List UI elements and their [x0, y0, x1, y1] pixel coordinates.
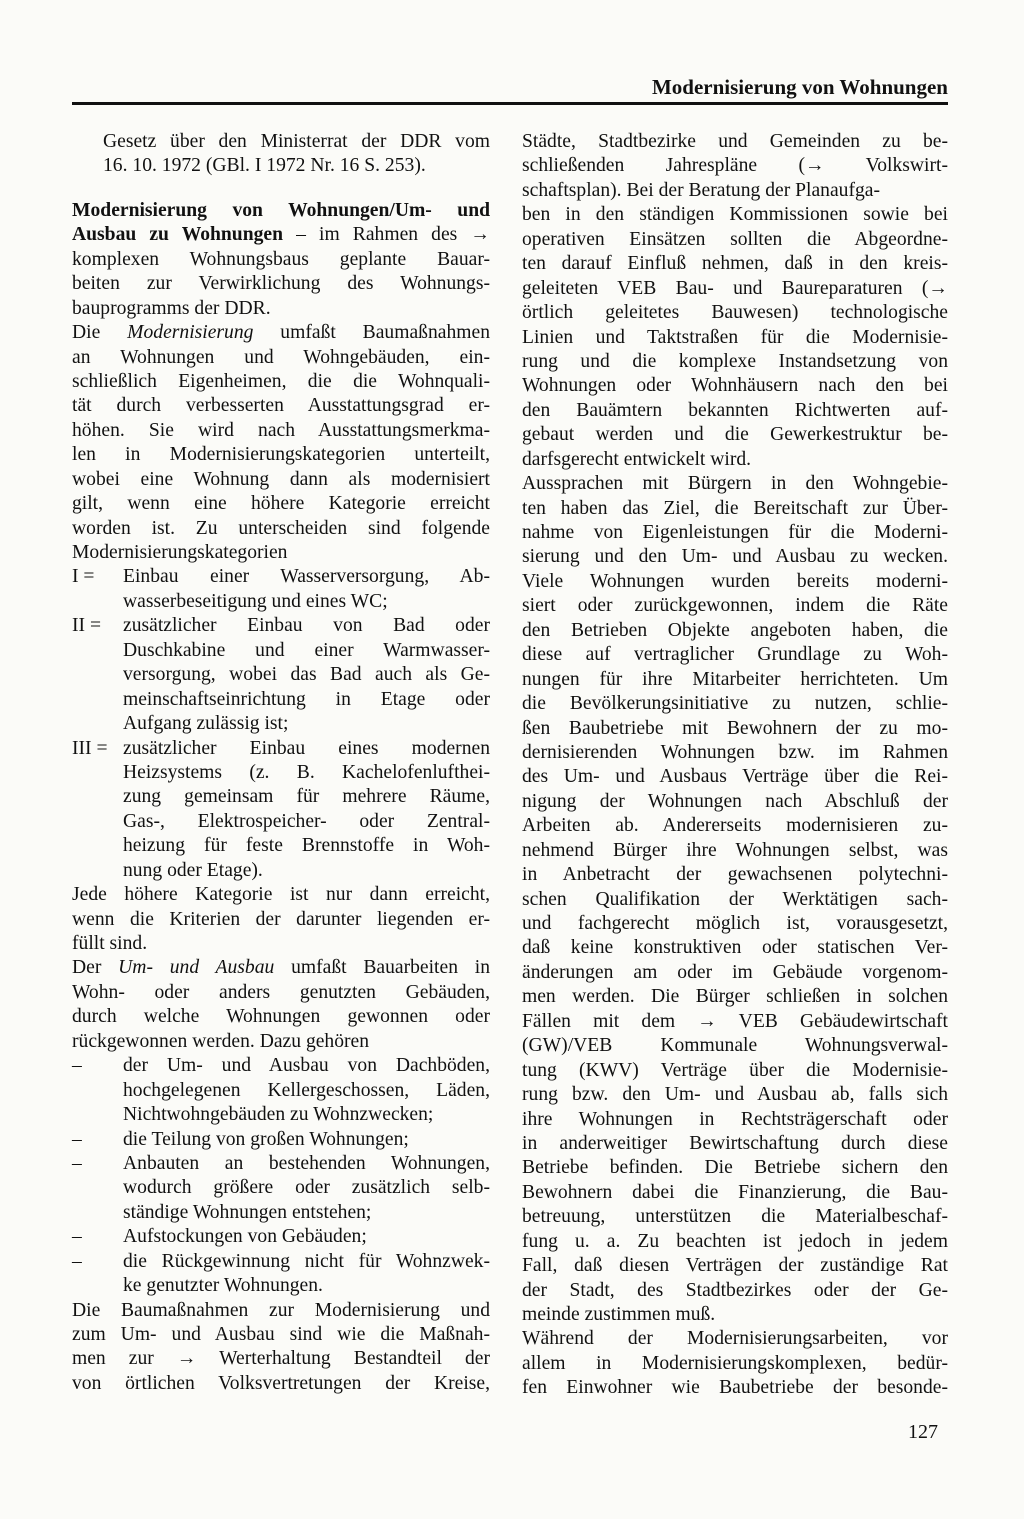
right-column — [522, 130, 948, 1401]
text-run: umfaßt Baumaßnahmen — [253, 322, 490, 344]
paragraph-line: ßen Baubetriebe mit Bewohnern der zu mo- — [522, 717, 948, 739]
paragraph-line: Wohn- oder anders genutzten Gebäuden, — [72, 981, 490, 1003]
list-item-text: ständige Wohnungen entstehen; — [123, 1201, 372, 1223]
paragraph-line: geleiteten VEB Bau- und Baureparaturen (→ — [522, 277, 948, 299]
category-text: Aufgang zulässig ist; — [123, 713, 289, 735]
list-dash: – — [72, 1152, 82, 1174]
text-run: umfaßt Bauarbeiten in — [274, 957, 490, 979]
category-row — [72, 810, 490, 834]
paragraph-line: und fachgerecht möglich ist, vorausgesetzt, — [522, 913, 948, 934]
category-row — [72, 614, 490, 638]
category-row — [72, 834, 490, 858]
left-column — [72, 130, 490, 1396]
category-row — [72, 590, 490, 614]
category-label: III = — [72, 737, 108, 759]
paragraph-line: an Wohnungen und Wohngebäuden, ein- — [72, 346, 490, 368]
list-dash — [72, 1274, 123, 1298]
paragraph-line: Linien und Taktstraßen für die Modernisie- — [522, 326, 948, 348]
paragraph-line: des Um- und Ausbaus Verträge über die Rei- — [522, 766, 948, 788]
paragraph-line: nungen für ihre Mitarbeiter herrichteten. Um — [522, 668, 948, 690]
paragraph-line: Betriebe befinden. Die Betriebe sichern den — [522, 1157, 948, 1179]
paragraph-line: schließlich Eigenheimen, die die Wohnquali- — [72, 370, 490, 392]
category-label — [72, 761, 123, 785]
paragraph-line: füllt sind. — [72, 933, 148, 954]
paragraph-line: Die Baumaßnahmen zur Modernisierung und — [72, 1299, 490, 1321]
paragraph-line: operativen Einsätzen sollten die Abgeordne- — [522, 228, 948, 250]
category-text: Gas-, Elektrospeicher- oder Zentral- — [123, 810, 490, 832]
entry-heading-line: Modernisierung von Wohnungen/Um- und — [72, 199, 490, 221]
category-row — [72, 761, 490, 785]
intro-line: 16. 10. 1972 (GBl. I 1972 Nr. 16 S. 253). — [103, 155, 426, 177]
paragraph-line: in anderweitiger Bewirtschaftung durch diese — [522, 1132, 948, 1154]
entry-heading-rest: – im Rahmen des → — [283, 224, 490, 246]
paragraph-line: Modernisierungskategorien — [72, 542, 288, 563]
list-item-row — [72, 1152, 490, 1176]
list-item-text: Nichtwohngebäuden zu Wohnzwecken; — [123, 1104, 434, 1126]
paragraph-line: Während der Modernisierungsarbeiten, vor — [522, 1328, 948, 1350]
entry-heading-bold: Ausbau zu Wohnungen — [72, 224, 283, 246]
category-text: zusätzlicher Einbau eines modernen — [123, 737, 490, 759]
paragraph-line: wobei eine Wohnung dann als modernisiert — [72, 468, 490, 490]
list-item-text: die Teilung von großen Wohnungen; — [123, 1128, 409, 1150]
paragraph-line: men zur → Werterhaltung Bestandteil der — [72, 1348, 490, 1370]
entry-text-line: bauprogramms der DDR. — [72, 297, 271, 319]
category-label: I = — [72, 566, 95, 588]
paragraph-line: Arbeiten ab. Andererseits modernisieren zu- — [522, 815, 948, 837]
paragraph-line: der Stadt, des Stadtbezirkes oder der Ge- — [522, 1279, 948, 1301]
paragraph-line: tung (KWV) Verträge über die Modernisie- — [522, 1059, 948, 1081]
list-item-row — [72, 1201, 490, 1225]
category-label — [72, 859, 123, 883]
paragraph-line: die Bevölkerungsinitiative zu nutzen, schlie- — [522, 693, 948, 715]
paragraph-line — [72, 956, 490, 980]
paragraph-line: Wohnungen oder Wohnhäusern nach den bei — [522, 375, 948, 397]
category-text: Duschkabine und einer Warmwasser- — [123, 639, 490, 661]
list-item-text: der Um- und Ausbau von Dachböden, — [123, 1055, 490, 1077]
page-number: 127 — [908, 1421, 938, 1443]
list-dash: – — [72, 1226, 82, 1248]
paragraph-line: durch welche Wohnungen gewonnen oder — [72, 1006, 490, 1028]
category-label — [72, 712, 123, 736]
category-label: II = — [72, 615, 101, 637]
paragraph-line: diese auf vertraglicher Grundlage zu Woh- — [522, 644, 948, 666]
category-text: zusätzlicher Einbau von Bad oder — [123, 615, 490, 637]
paragraph-line: von örtlichen Volksvertretungen der Kreise, — [72, 1372, 490, 1394]
paragraph-line: fen Einwohner wie Baubetriebe der besonde- — [522, 1377, 948, 1399]
paragraph-line: änderungen am oder im Gebäude vorgenom- — [522, 961, 948, 983]
paragraph-line: örtlich geleitetes Bauwesen) technologische — [522, 302, 948, 324]
paragraph-line: rückgewonnen werden. Dazu gehören — [72, 1030, 370, 1052]
paragraph-line: gebaut werden und die Gewerkestruktur be- — [522, 424, 948, 446]
paragraph-line: Bewohnern dabei die Finanzierung, die Bau- — [522, 1181, 948, 1203]
category-text: versorgung, wobei das Bad auch als Ge- — [123, 664, 490, 686]
category-text: Heizsystems (z. B. Kachelofenlufthei- — [123, 761, 490, 783]
category-row — [72, 688, 490, 712]
paragraph-line: ben in den ständigen Kommissionen sowie bei — [522, 204, 948, 226]
paragraph-line: nehmend Bürger ihre Wohnungen selbst, was — [522, 839, 948, 861]
list-item-row — [72, 1176, 490, 1200]
paragraph-line: daß keine konstruktiven oder statischen Ver- — [522, 937, 948, 959]
list-item-text: die Rückgewinnung nicht für Wohnzwek- — [123, 1250, 490, 1272]
entry-text-line: beiten zur Verwirklichung des Wohnungs- — [72, 273, 490, 295]
text-run: Der — [72, 957, 119, 979]
list-dash — [72, 1201, 123, 1225]
running-header — [72, 72, 948, 105]
italic-term: Modernisierung — [127, 322, 254, 344]
list-item-row — [72, 1103, 490, 1127]
list-item-text: Aufstockungen von Gebäuden; — [123, 1226, 367, 1248]
paragraph-line: len in Modernisierungskategorien unterteilt, — [72, 444, 490, 466]
category-row — [72, 663, 490, 687]
paragraph-line: sierung und den Um- und Ausbau zu wecken. — [522, 546, 948, 568]
list-dash: – — [72, 1055, 82, 1077]
category-row — [72, 859, 490, 883]
category-text: meinschaftseinrichtung in Etage oder — [123, 688, 490, 710]
paragraph-line: Viele Wohnungen wurden bereits moderni- — [522, 570, 948, 592]
entry-text-line: komplexen Wohnungsbaus geplante Bauar- — [72, 248, 490, 270]
paragraph-line: Fall, daß diesen Verträgen der zuständige Rat — [522, 1255, 948, 1277]
list-item-text: wodurch größere oder zusätzlich selb- — [123, 1177, 490, 1199]
paragraph-line: den Betrieben Objekte angeboten haben, die — [522, 619, 948, 641]
text-run: Die — [72, 322, 128, 344]
paragraph-line: meinde zustimmen muß. — [522, 1304, 716, 1325]
category-text: wasserbeseitigung und eines WC; — [123, 590, 388, 612]
category-label — [72, 688, 123, 712]
category-text: nung oder Etage). — [123, 859, 263, 881]
paragraph-line: den Bauämtern bekannten Richtwerten auf- — [522, 399, 948, 421]
paragraph-line: worden ist. Zu unterscheiden sind folgende — [72, 517, 490, 539]
list-item-row — [72, 1079, 490, 1103]
paragraph-line: nigung der Wohnungen nach Abschluß der — [522, 790, 948, 812]
category-row — [72, 737, 490, 761]
paragraph-line: Städte, Stadtbezirke und Gemeinden zu be- — [522, 131, 948, 152]
category-row — [72, 639, 490, 663]
paragraph-line: wenn die Kriterien der darunter liegenden er- — [72, 908, 490, 930]
paragraph-line: betreuung, unterstützen die Materialbeschaf- — [522, 1206, 948, 1228]
paragraph-line: Aussprachen mit Bürgern in den Wohngebie- — [522, 473, 948, 495]
paragraph-line: rung bzw. den Um- und Ausbau ab, falls sich — [522, 1084, 948, 1106]
list-dash — [72, 1103, 123, 1127]
paragraph-line: ten haben das Ziel, die Bereitschaft zur Über- — [522, 497, 948, 519]
paragraph-line: schen Qualifikation der Werktätigen sach- — [522, 888, 948, 910]
list-item-text: Anbauten an bestehenden Wohnungen, — [123, 1152, 490, 1174]
category-row — [72, 565, 490, 589]
paragraph-line: dernisierenden Wohnungen bzw. im Rahmen — [522, 741, 948, 763]
category-row — [72, 785, 490, 809]
list-dash — [72, 1176, 123, 1200]
category-label — [72, 663, 123, 687]
list-item-text: hochgelegenen Kellergeschossen, Läden, — [123, 1079, 490, 1101]
category-text: Einbau einer Wasserversorgung, Ab- — [123, 566, 490, 588]
list-item-row — [72, 1274, 490, 1298]
paragraph-line: in Anbetracht der gewachsenen polytechni- — [522, 864, 948, 886]
list-item-row — [72, 1250, 490, 1274]
running-header-title: Modernisierung von Wohnungen — [651, 75, 948, 99]
category-text: heizung für feste Brennstoffe in Woh- — [123, 835, 490, 857]
paragraph-line: siert oder zurückgewonnen, indem die Räte — [522, 595, 948, 617]
paragraph-line: höhen. Sie wird nach Ausstattungsmerkma- — [72, 419, 490, 441]
list-item-text: ke genutzter Wohnungen. — [123, 1275, 323, 1297]
paragraph-line: gilt, wenn eine höhere Kategorie erreicht — [72, 493, 490, 515]
category-row — [72, 712, 490, 736]
list-dash: – — [72, 1250, 82, 1272]
italic-term: Um- und Ausbau — [118, 957, 275, 979]
paragraph-line: darfsgerecht entwickelt wird. — [522, 448, 752, 470]
list-item-row — [72, 1128, 490, 1152]
paragraph-line: allem in Modernisierungskomplexen, bedür- — [522, 1352, 948, 1374]
paragraph-line: zum Um- und Ausbau sind wie die Maßnah- — [72, 1324, 490, 1345]
paragraph-line: tät durch verbesserten Ausstattungsgrad er- — [72, 395, 490, 417]
list-dash — [72, 1079, 123, 1103]
paragraph-line: ihre Wohnungen in Rechtsträgerschaft oder — [522, 1108, 948, 1130]
intro-line: Gesetz über den Ministerrat der DDR vom — [103, 131, 490, 152]
list-item-row — [72, 1225, 490, 1249]
category-label — [72, 785, 123, 809]
category-text: zung gemeinsam für mehrere Räume, — [123, 786, 490, 808]
paragraph-gap — [72, 179, 490, 199]
category-label — [72, 639, 123, 663]
paragraph-line: Jede höhere Kategorie ist nur dann erreicht, — [72, 884, 490, 906]
paragraph-line: ten darauf Einfluß nehmen, daß in den kreis- — [522, 253, 948, 275]
paragraph-line: men werden. Die Bürger schließen in solchen — [522, 986, 948, 1008]
list-item-row — [72, 1054, 490, 1078]
paragraph-line — [72, 321, 490, 345]
paragraph-line: Fällen mit dem → VEB Gebäudewirtschaft — [522, 1010, 948, 1032]
paragraph-line: schließenden Jahrespläne (→ Volkswirt- — [522, 155, 948, 177]
category-label — [72, 810, 123, 834]
paragraph-line: nahme von Eigenleistungen für die Moderni- — [522, 522, 948, 543]
entry-heading-line — [72, 223, 490, 247]
list-dash: – — [72, 1128, 82, 1150]
paragraph-line: schaftsplan). Bei der Beratung der Planaufga- — [522, 179, 880, 201]
category-label — [72, 590, 123, 614]
paragraph-line: fung u. a. Zu beachten ist jedoch in jedem — [522, 1230, 948, 1252]
paragraph-line: (GW)/VEB Kommunale Wohnungsverwal- — [522, 1035, 948, 1057]
category-label — [72, 834, 123, 858]
paragraph-line: rung und die komplexe Instandsetzung von — [522, 350, 948, 372]
